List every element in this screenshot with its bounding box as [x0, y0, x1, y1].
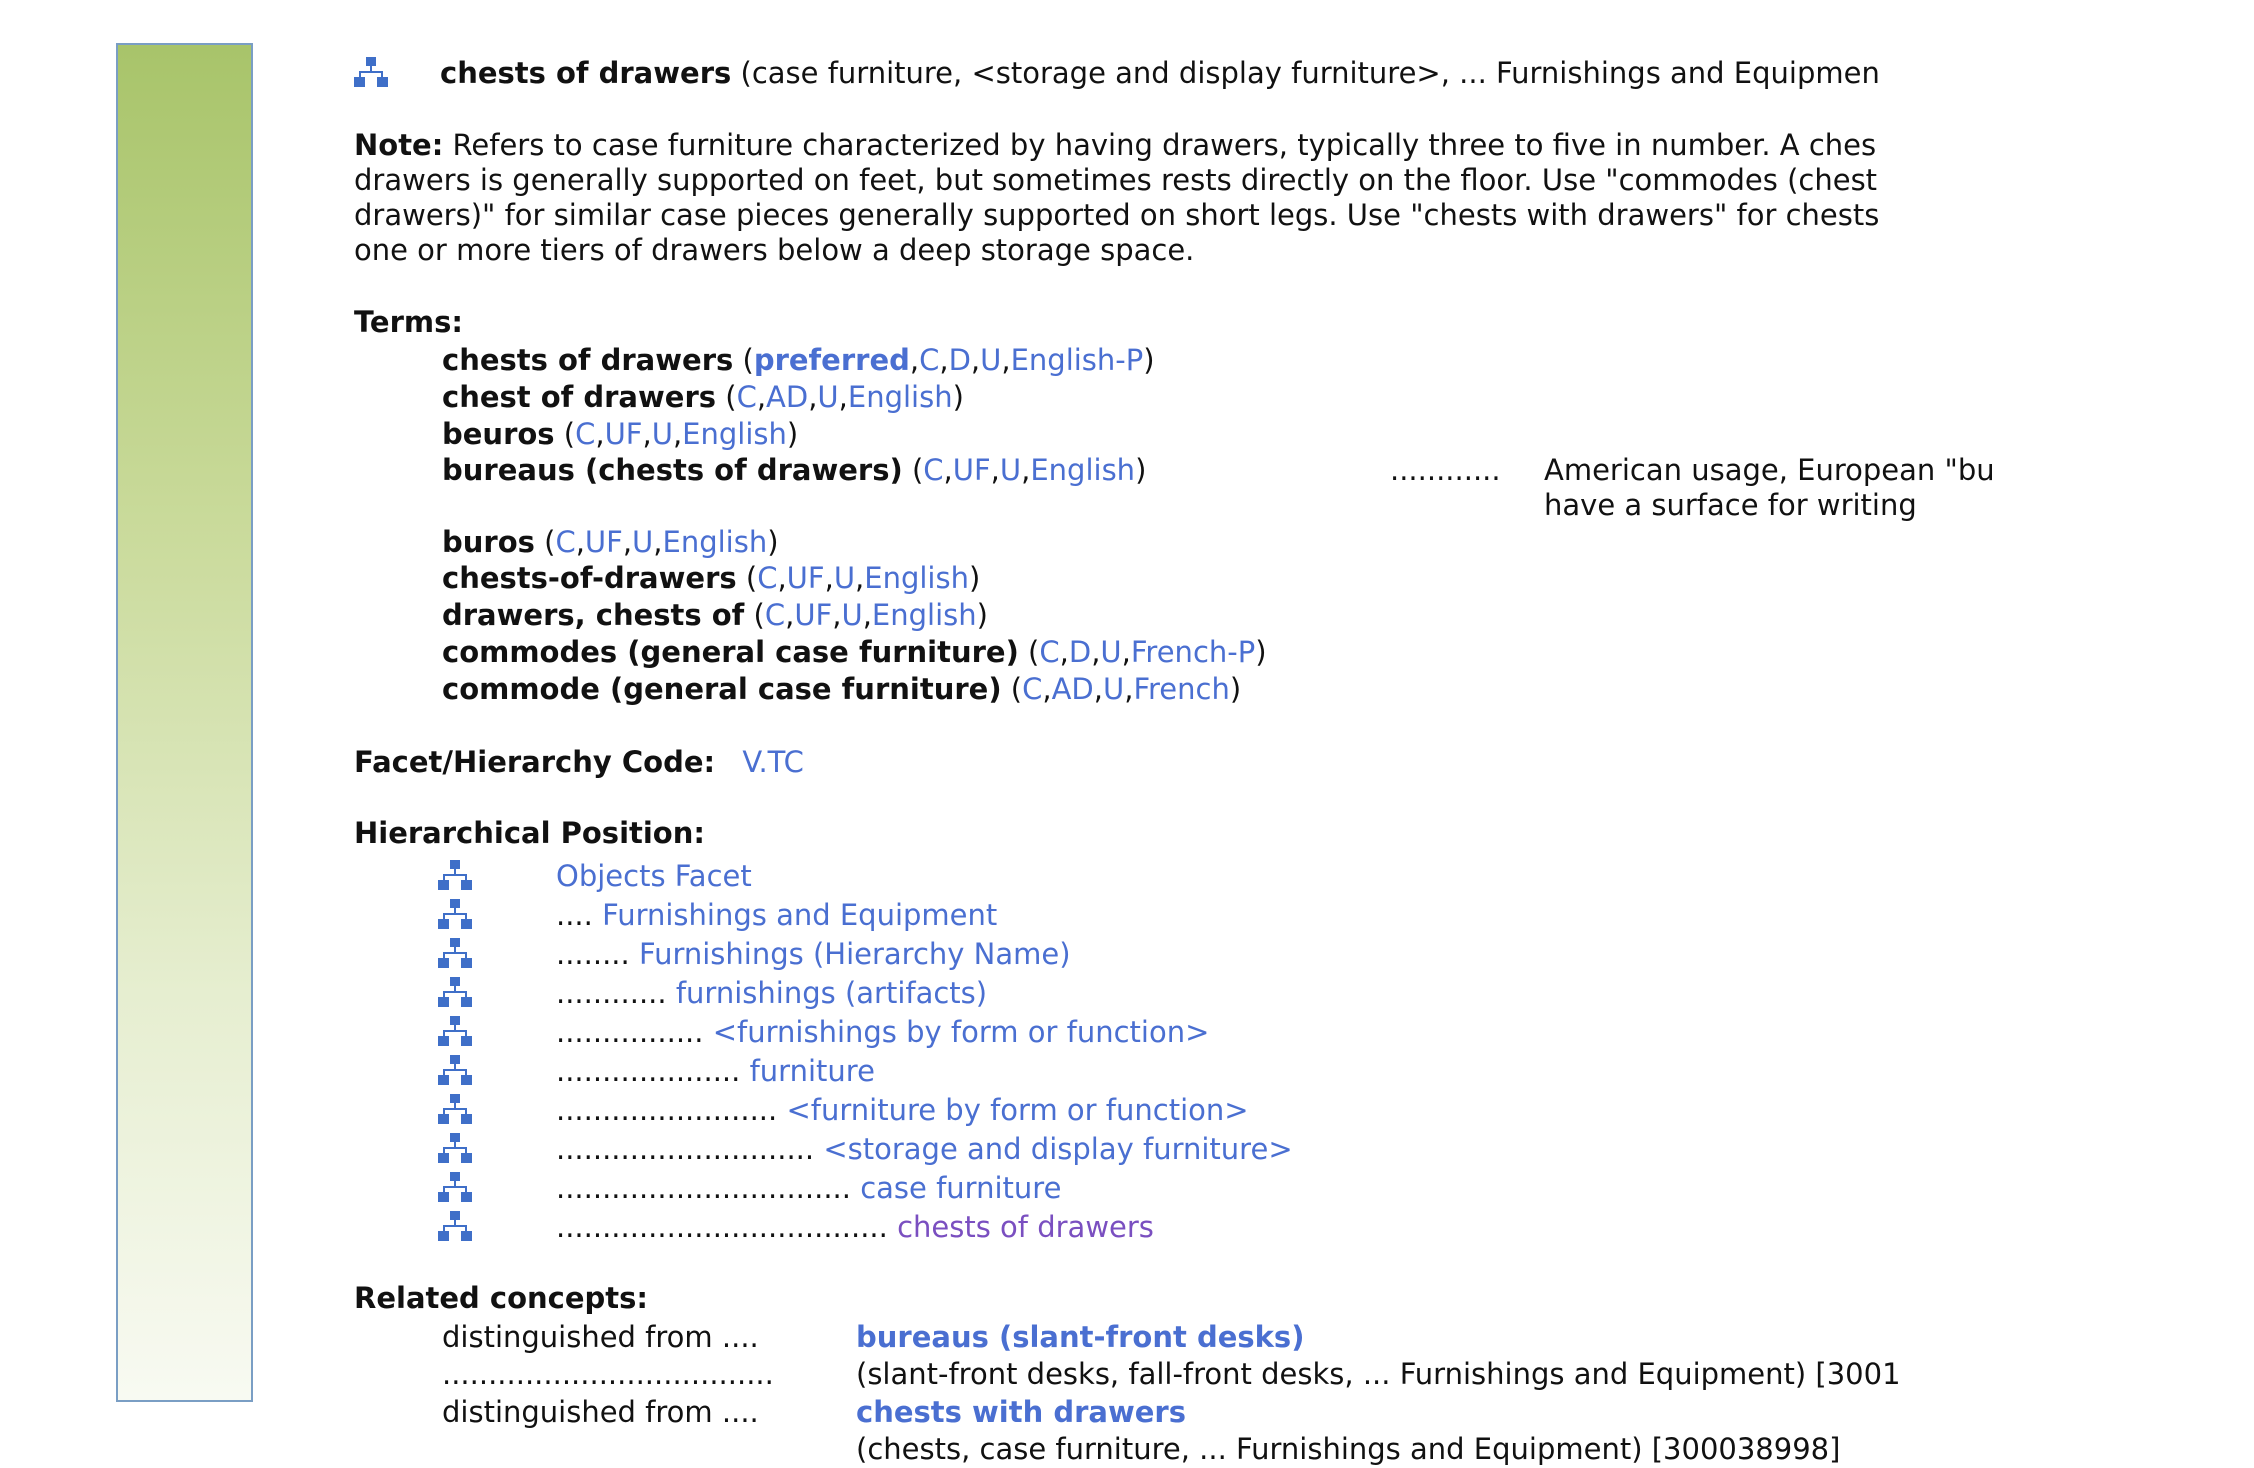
hierarchy-row — [556, 1131, 1293, 1168]
term-flag-link[interactable]: AD — [766, 380, 809, 414]
term-note-text: American usage, European "bu — [1544, 453, 1995, 487]
term-flag-link[interactable]: D — [1068, 635, 1092, 669]
related-heading: Related concepts: — [354, 1281, 648, 1315]
hierarchy-icon[interactable] — [438, 1016, 472, 1048]
hierarchy-row — [556, 975, 987, 1012]
term-flag-link[interactable]: D — [948, 343, 971, 377]
related-term-link[interactable]: bureaus (slant-front desks) — [856, 1320, 1305, 1354]
term-flag-link[interactable]: UF — [794, 598, 833, 632]
term-row: drawers, chests of (C,UF,U,English) — [442, 598, 988, 632]
term-flag-link[interactable]: UF — [584, 525, 623, 559]
term-row: chest of drawers (C,AD,U,English) — [442, 380, 964, 414]
hierarchy-icon[interactable] — [438, 1211, 472, 1243]
facet-label: Facet/Hierarchy Code: — [354, 745, 716, 779]
hierarchy-row — [556, 1209, 1154, 1246]
record-context: (case furniture, <storage and display furniture>, ... Furnishings and Equipmen — [740, 56, 1880, 90]
note-line: one or more tiers of drawers below a deep storage space. — [354, 233, 1195, 267]
term-name: chest of drawers — [442, 380, 717, 414]
term-name: beuros — [442, 417, 555, 451]
term-flag-link[interactable]: U — [651, 417, 673, 451]
term-flag-link[interactable]: English-P — [1010, 343, 1144, 377]
hierarchy-row — [556, 858, 752, 895]
term-flag-link[interactable]: preferred — [753, 343, 910, 377]
hierarchy-icon[interactable] — [438, 1055, 472, 1087]
facet-row — [354, 744, 804, 781]
hierarchy-link[interactable]: furnishings (artifacts) — [675, 976, 988, 1010]
term-row: chests-of-drawers (C,UF,U,English) — [442, 561, 981, 595]
term-flag-link[interactable]: C — [1022, 672, 1043, 706]
hierarchy-link[interactable]: Objects Facet — [556, 859, 752, 893]
related-relation: distinguished from .... — [442, 1395, 759, 1429]
term-note-dots: ............ — [1390, 453, 1501, 487]
hierarchy-row — [556, 897, 997, 934]
term-row: commode (general case furniture) (C,AD,U,French) — [442, 672, 1242, 706]
note-label: Note: — [354, 128, 444, 162]
term-flag-link[interactable]: UF — [786, 561, 825, 595]
hierarchy-row — [556, 1092, 1249, 1129]
left-sidebar-panel — [116, 43, 253, 1402]
term-flag-link[interactable]: U — [999, 453, 1022, 487]
term-flag-link[interactable]: C — [923, 453, 944, 487]
term-name: chests-of-drawers — [442, 561, 737, 595]
hierarchy-indent-dots: ............ — [556, 976, 676, 1010]
term-flag-link[interactable]: English — [847, 380, 953, 414]
term-name: bureaus (chests of drawers) — [442, 453, 903, 487]
term-name: buros — [442, 525, 535, 559]
term-flag-link[interactable]: C — [757, 561, 778, 595]
hierarchy-heading: Hierarchical Position: — [354, 816, 705, 850]
term-note-text: have a surface for writing — [1544, 488, 1917, 522]
term-flag-link[interactable]: U — [980, 343, 1002, 377]
hierarchy-link[interactable]: <furniture by form or function> — [786, 1093, 1249, 1127]
term-flag-link[interactable]: English — [662, 525, 768, 559]
hierarchy-icon[interactable] — [438, 977, 472, 1009]
terms-heading: Terms: — [354, 305, 463, 339]
term-flag-link[interactable]: French — [1133, 672, 1230, 706]
hierarchy-row — [556, 936, 1071, 973]
record-header — [440, 55, 1880, 92]
hierarchy-link[interactable]: <furnishings by form or function> — [712, 1015, 1210, 1049]
note-line: drawers)" for similar case pieces generally supported on short legs. Use "chests with drawers" for chests — [354, 198, 1880, 232]
hierarchy-link[interactable]: case furniture — [860, 1171, 1062, 1205]
hierarchy-row — [556, 1053, 875, 1090]
term-flag-link[interactable]: English — [1030, 453, 1136, 487]
record-term: chests of drawers — [440, 56, 732, 90]
term-flag-link[interactable]: AD — [1051, 672, 1094, 706]
hierarchy-link[interactable]: Furnishings (Hierarchy Name) — [638, 937, 1071, 971]
term-row: buros (C,UF,U,English) — [442, 525, 779, 559]
related-detail: (chests, case furniture, ... Furnishings and Equipment) [300038998] — [856, 1432, 1841, 1466]
term-name: chests of drawers — [442, 343, 734, 377]
term-flag-link[interactable]: English — [682, 417, 787, 451]
hierarchy-indent-dots: .................... — [556, 1054, 750, 1088]
hierarchy-link[interactable]: chests of drawers — [897, 1210, 1154, 1244]
hierarchy-indent-dots: .................................... — [556, 1210, 898, 1244]
related-relation: distinguished from .... — [442, 1320, 759, 1354]
term-flag-link[interactable]: English — [871, 598, 977, 632]
related-dots: .................................... — [442, 1357, 774, 1391]
term-flag-link[interactable]: C — [736, 380, 757, 414]
related-detail: (slant-front desks, fall-front desks, ... Furnishings and Equipment) [3001 — [856, 1357, 1901, 1391]
term-flag-link[interactable]: C — [555, 525, 576, 559]
term-flag-link[interactable]: U — [1100, 635, 1122, 669]
term-flag-link[interactable]: C — [575, 417, 596, 451]
hierarchy-indent-dots: ................ — [556, 1015, 713, 1049]
note-line: Refers to case furniture characterized by having drawers, typically three to five in number. A ches — [452, 128, 1877, 162]
related-term-link[interactable]: chests with drawers — [856, 1395, 1186, 1429]
term-row: commodes (general case furniture) (C,D,U,French-P) — [442, 635, 1267, 669]
term-flag-link[interactable]: English — [864, 561, 969, 595]
term-flag-link[interactable]: UF — [604, 417, 643, 451]
note-line: drawers is generally supported on feet, but sometimes rests directly on the floor. Use "commodes (chest — [354, 163, 1878, 197]
facet-code-link[interactable]: V.TC — [742, 745, 804, 779]
term-row: beuros (C,UF,U,English) — [442, 417, 799, 451]
hierarchy-icon[interactable] — [438, 860, 472, 892]
term-flag-link[interactable]: U — [817, 380, 839, 414]
hierarchy-link[interactable]: furniture — [749, 1054, 875, 1088]
hierarchy-indent-dots: ................................ — [556, 1171, 861, 1205]
term-row: bureaus (chests of drawers) (C,UF,U,English) — [442, 453, 1147, 487]
term-flag-link[interactable]: U — [1102, 672, 1125, 706]
record-content — [354, 0, 2048, 1466]
term-row: chests of drawers (preferred,C,D,U,English-P) — [442, 343, 1155, 377]
hierarchy-icon[interactable] — [354, 57, 388, 89]
term-flag-link[interactable]: U — [841, 598, 863, 632]
hierarchy-icon[interactable] — [438, 1094, 472, 1126]
hierarchy-link[interactable]: <storage and display furniture> — [823, 1132, 1293, 1166]
term-name: commodes (general case furniture) — [442, 635, 1019, 669]
hierarchy-indent-dots: .... — [556, 898, 603, 932]
term-name: commode (general case furniture) — [442, 672, 1002, 706]
hierarchy-icon[interactable] — [438, 1172, 472, 1204]
term-flag-link[interactable]: C — [764, 598, 786, 632]
term-flag-link[interactable]: UF — [952, 453, 991, 487]
hierarchy-indent-dots: ........................ — [556, 1093, 787, 1127]
hierarchy-indent-dots: ........ — [556, 937, 639, 971]
term-flag-link[interactable]: C — [919, 343, 940, 377]
hierarchy-link[interactable]: Furnishings and Equipment — [602, 898, 998, 932]
hierarchy-icon[interactable] — [438, 899, 472, 931]
term-flag-link[interactable]: C — [1039, 635, 1060, 669]
hierarchy-row — [556, 1014, 1209, 1051]
hierarchy-icon[interactable] — [438, 1133, 472, 1165]
term-flag-link[interactable]: French-P — [1130, 635, 1256, 669]
term-flag-link[interactable]: U — [833, 561, 856, 595]
hierarchy-indent-dots: ............................ — [556, 1132, 824, 1166]
hierarchy-row — [556, 1170, 1061, 1207]
term-name: drawers, chests of — [442, 598, 745, 632]
scope-note — [354, 128, 2254, 268]
hierarchy-icon[interactable] — [438, 938, 472, 970]
term-flag-link[interactable]: U — [632, 525, 654, 559]
